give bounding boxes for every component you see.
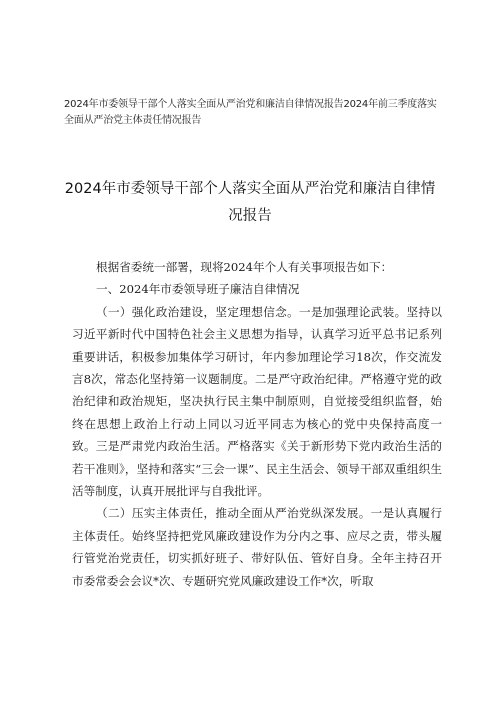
paragraph-political-building: （一）强化政治建设，坚定理想信念。一是加强理论武装。坚持以习近平新时代中国特色社会主义思想为指导，认真学习近平总书记系列重要讲话，积极参加集体学习研讨，年内参加理论学习18次，作交流发言8次，常态化坚持第一议题制度。二是严守政治纪律。严格遵守党的政治纪律和政治规矩，坚决执行民主集中制原则，自觉接受组织监督，始终在思想上政治上行动上同以习近平同志为核心的党中央保持高度一致。三是严肃党内政治生活。严格落实《关于新形势下党内政治生活的若干准则》，坚持和落实“三会一课”、民主生活会、领导干部双重组织生活等制度，认真开展批评与自我批评。 [72,304,442,499]
document-body [72,256,442,592]
header-title: 2024年市委领导干部个人落实全面从严治党和廉洁自律情况报告2024年前三季度落实全面从严治党主体责任情况报告 [64,99,437,126]
paragraph-intro: 根据省委统一部署，现将2024年个人有关事项报告如下： [96,260,393,274]
paragraph-main-responsibility: （二）压实主体责任，推动全面从严治党纵深发展。一是认真履行主体责任。始终坚持把党风廉政建设作为分内之事、应尽之责，带头履行管党治党责任，切实抓好班子、带好队伍、管好自身。全年主持召开市委常委会会议*次、专题研究党风廉政建设工作*次，听取 [72,506,442,588]
section-heading-1: 一、2024年市委领导班子廉洁自律情况 [96,282,300,297]
document-title: 2024年市委领导干部个人落实全面从严治党和廉洁自律情况报告 [64,181,436,224]
